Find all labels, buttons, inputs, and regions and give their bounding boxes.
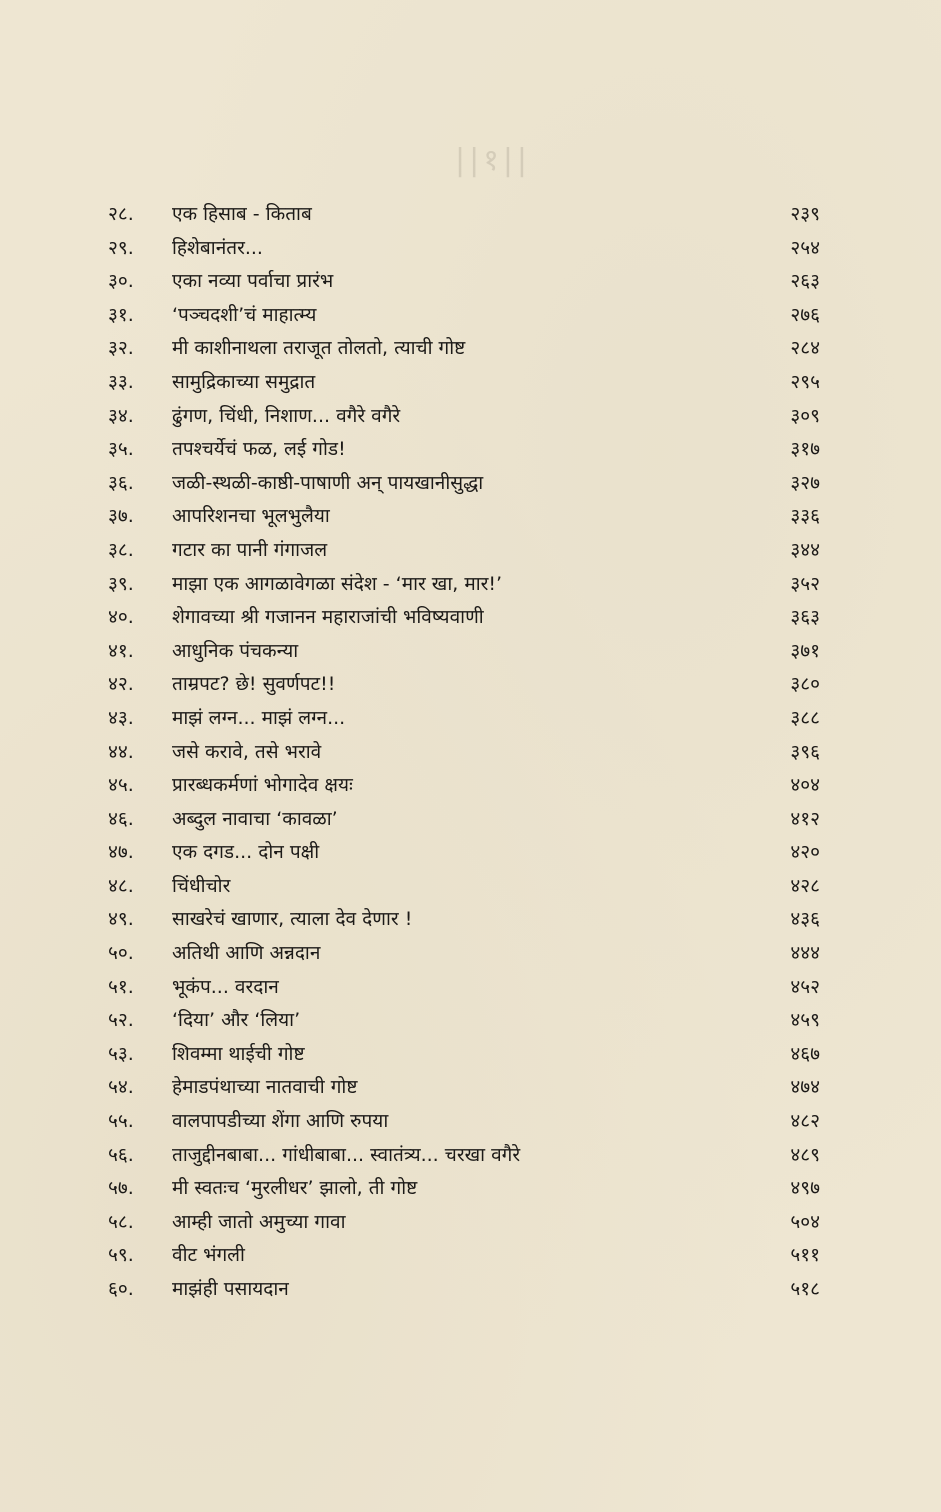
page-number: ३०९ [790, 404, 820, 427]
toc-entry [108, 903, 820, 937]
page-number: ३६३ [790, 606, 820, 629]
toc-entry [108, 1273, 820, 1307]
page-number: ४९७ [790, 1177, 820, 1200]
chapter-title: हेमाडपंथाच्या नातवाची गोष्ट [172, 1076, 358, 1099]
chapter-title: तपश्चर्येचं फळ, लई गोड! [172, 438, 346, 461]
page-number: ३२७ [790, 471, 820, 494]
chapter-title: एक हिसाब - किताब [172, 203, 312, 225]
bleed-through-mark: ||१|| [455, 143, 532, 178]
chapter-number: २९. [108, 236, 134, 259]
page-number: ३७१ [790, 639, 820, 662]
page-number: ४७४ [790, 1076, 820, 1099]
toc-entry [108, 1139, 820, 1173]
toc-entry [108, 232, 820, 266]
page-number: ४४४ [790, 942, 820, 965]
chapter-title: भूकंप... वरदान [172, 975, 279, 998]
page-number: ४५९ [790, 1009, 820, 1032]
chapter-title: चिंधीचोर [172, 874, 231, 897]
chapter-title: जसे करावे, तसे भरावे [172, 740, 322, 763]
toc-entry [108, 265, 820, 299]
page-number: २६३ [790, 270, 820, 293]
chapter-title: अतिथी आणि अन्नदान [172, 942, 321, 965]
page-number: ४५२ [790, 975, 820, 998]
chapter-number: ४२. [108, 673, 134, 696]
chapter-title: आधुनिक पंचकन्या [172, 639, 299, 662]
page-number: ४८९ [790, 1143, 820, 1166]
chapter-number: ३०. [108, 270, 134, 293]
chapter-number: २८. [108, 203, 134, 225]
chapter-title: सामुद्रिकाच्या समुद्रात [172, 370, 316, 393]
toc-entry [108, 1105, 820, 1139]
chapter-number: ४७. [108, 841, 134, 864]
chapter-title: आम्ही जातो अमुच्या गावा [172, 1210, 346, 1233]
page-number: ३४४ [790, 538, 820, 561]
chapter-number: ५०. [108, 942, 134, 965]
toc-entry [108, 803, 820, 837]
page-number: ४३६ [790, 908, 820, 931]
chapter-title: ताम्रपट? छे! सुवर्णपट!! [172, 673, 336, 696]
chapter-title: शिवम्मा थाईची गोष्ट [172, 1042, 305, 1065]
chapter-title: ‘दिया’ और ‘लिया’ [172, 1009, 301, 1032]
toc-entry [108, 400, 820, 434]
chapter-title: माझा एक आगळावेगळा संदेश - ‘मार खा, मार!’ [172, 572, 503, 595]
toc-entry [108, 736, 820, 770]
chapter-number: ४९. [108, 908, 134, 931]
chapter-title: माझंही पसायदान [172, 1278, 289, 1300]
chapter-title: वीट भंगली [172, 1244, 245, 1267]
toc-entry [108, 937, 820, 971]
chapter-title: माझं लग्न... माझं लग्न... [172, 706, 346, 729]
page-number: २३९ [790, 203, 820, 225]
page-number: २८४ [790, 337, 820, 360]
page-number: ४२० [790, 841, 820, 864]
chapter-number: ३४. [108, 404, 134, 427]
toc-entry [108, 870, 820, 904]
page-number: ३३६ [790, 505, 820, 528]
chapter-number: ३९. [108, 572, 134, 595]
toc-entry [108, 433, 820, 467]
toc-entry [108, 769, 820, 803]
toc-entry [108, 635, 820, 669]
page-number: २५४ [790, 236, 820, 259]
page-number: ५१८ [790, 1278, 820, 1300]
chapter-title: ताजुद्दीनबाबा... गांधीबाबा... स्वातंत्र्य... चरखा वगैरे [172, 1143, 521, 1166]
toc-entry [108, 836, 820, 870]
chapter-number: ४८. [108, 874, 134, 897]
toc-entry [108, 601, 820, 635]
chapter-number: ४६. [108, 807, 134, 830]
page-number: ४६७ [790, 1042, 820, 1065]
toc-entry [108, 971, 820, 1005]
chapter-number: ३१. [108, 303, 134, 326]
chapter-number: ५९. [108, 1244, 134, 1267]
page-number: ४८२ [790, 1110, 820, 1133]
chapter-number: ५४. [108, 1076, 134, 1099]
chapter-number: ४४. [108, 740, 134, 763]
toc-entry [108, 1004, 820, 1038]
page-number: ४२८ [790, 874, 820, 897]
chapter-number: ५७. [108, 1177, 134, 1200]
chapter-title: ढुंगण, चिंधी, निशाण... वगैरे वगैरे [172, 404, 401, 427]
toc-entry [108, 568, 820, 602]
toc-entry [108, 1239, 820, 1273]
chapter-title: मी काशीनाथला तराजूत तोलतो, त्याची गोष्ट [172, 337, 466, 360]
chapter-number: ५१. [108, 975, 134, 998]
chapter-number: ५६. [108, 1143, 134, 1166]
toc-entry [108, 702, 820, 736]
chapter-number: ३८. [108, 538, 134, 561]
toc-entry [108, 467, 820, 501]
toc-entry [108, 534, 820, 568]
table-of-contents [108, 198, 820, 1307]
chapter-number: ४०. [108, 606, 134, 629]
chapter-title: आपरिशनचा भूलभुलैया [172, 505, 330, 528]
chapter-number: ३५. [108, 438, 134, 461]
page-number: ३८८ [790, 706, 820, 729]
chapter-title: एक दगड... दोन पक्षी [172, 841, 320, 864]
chapter-title: हिशेबानंतर... [172, 236, 263, 259]
toc-entry [108, 198, 820, 232]
toc-entry [108, 1071, 820, 1105]
toc-entry [108, 299, 820, 333]
toc-entry [108, 332, 820, 366]
page-number: २९५ [790, 370, 820, 393]
toc-entry [108, 366, 820, 400]
chapter-number: ४१. [108, 639, 134, 662]
chapter-title: गटार का पानी गंगाजल [172, 538, 328, 561]
page-number: ३५२ [790, 572, 820, 595]
page-number: ४१२ [790, 807, 820, 830]
page-number: २७६ [790, 303, 820, 326]
page-number: ३८० [790, 673, 820, 696]
chapter-number: ३६. [108, 471, 134, 494]
chapter-title: एका नव्या पर्वाचा प्रारंभ [172, 270, 334, 293]
page-number: ४०४ [790, 774, 820, 797]
chapter-title: ‘पञ्चदशी’चं माहात्म्य [172, 303, 317, 326]
chapter-number: ३२. [108, 337, 134, 360]
chapter-title: अब्दुल नावाचा ‘कावळा’ [172, 807, 338, 830]
chapter-number: ६०. [108, 1278, 134, 1300]
chapter-number: ४३. [108, 706, 134, 729]
toc-entry [108, 1206, 820, 1240]
chapter-number: ३३. [108, 370, 134, 393]
page-number: ३९६ [790, 740, 820, 763]
toc-entry [108, 1038, 820, 1072]
chapter-number: ५३. [108, 1042, 134, 1065]
page-number: ५११ [790, 1244, 820, 1267]
chapter-number: ५२. [108, 1009, 134, 1032]
chapter-number: ४५. [108, 774, 134, 797]
page-number: ३१७ [790, 438, 820, 461]
page-number: ५०४ [790, 1210, 820, 1233]
toc-entry [108, 500, 820, 534]
chapter-number: ५८. [108, 1210, 134, 1233]
toc-entry [108, 668, 820, 702]
chapter-title: शेगावच्या श्री गजानन महाराजांची भविष्यवाणी [172, 606, 484, 629]
chapter-title: प्रारब्धकर्मणां भोगादेव क्षयः [172, 774, 353, 797]
toc-entry [108, 1172, 820, 1206]
chapter-title: मी स्वतःच ‘मुरलीधर’ झालो, ती गोष्ट [172, 1177, 418, 1200]
chapter-number: ३७. [108, 505, 134, 528]
chapter-title: साखरेचं खाणार, त्याला देव देणार ! [172, 908, 413, 931]
chapter-title: वालपापडीच्या शेंगा आणि रुपया [172, 1110, 389, 1133]
chapter-title: जळी-स्थळी-काष्ठी-पाषाणी अन् पायखानीसुद्धा [172, 471, 484, 494]
chapter-number: ५५. [108, 1110, 134, 1133]
